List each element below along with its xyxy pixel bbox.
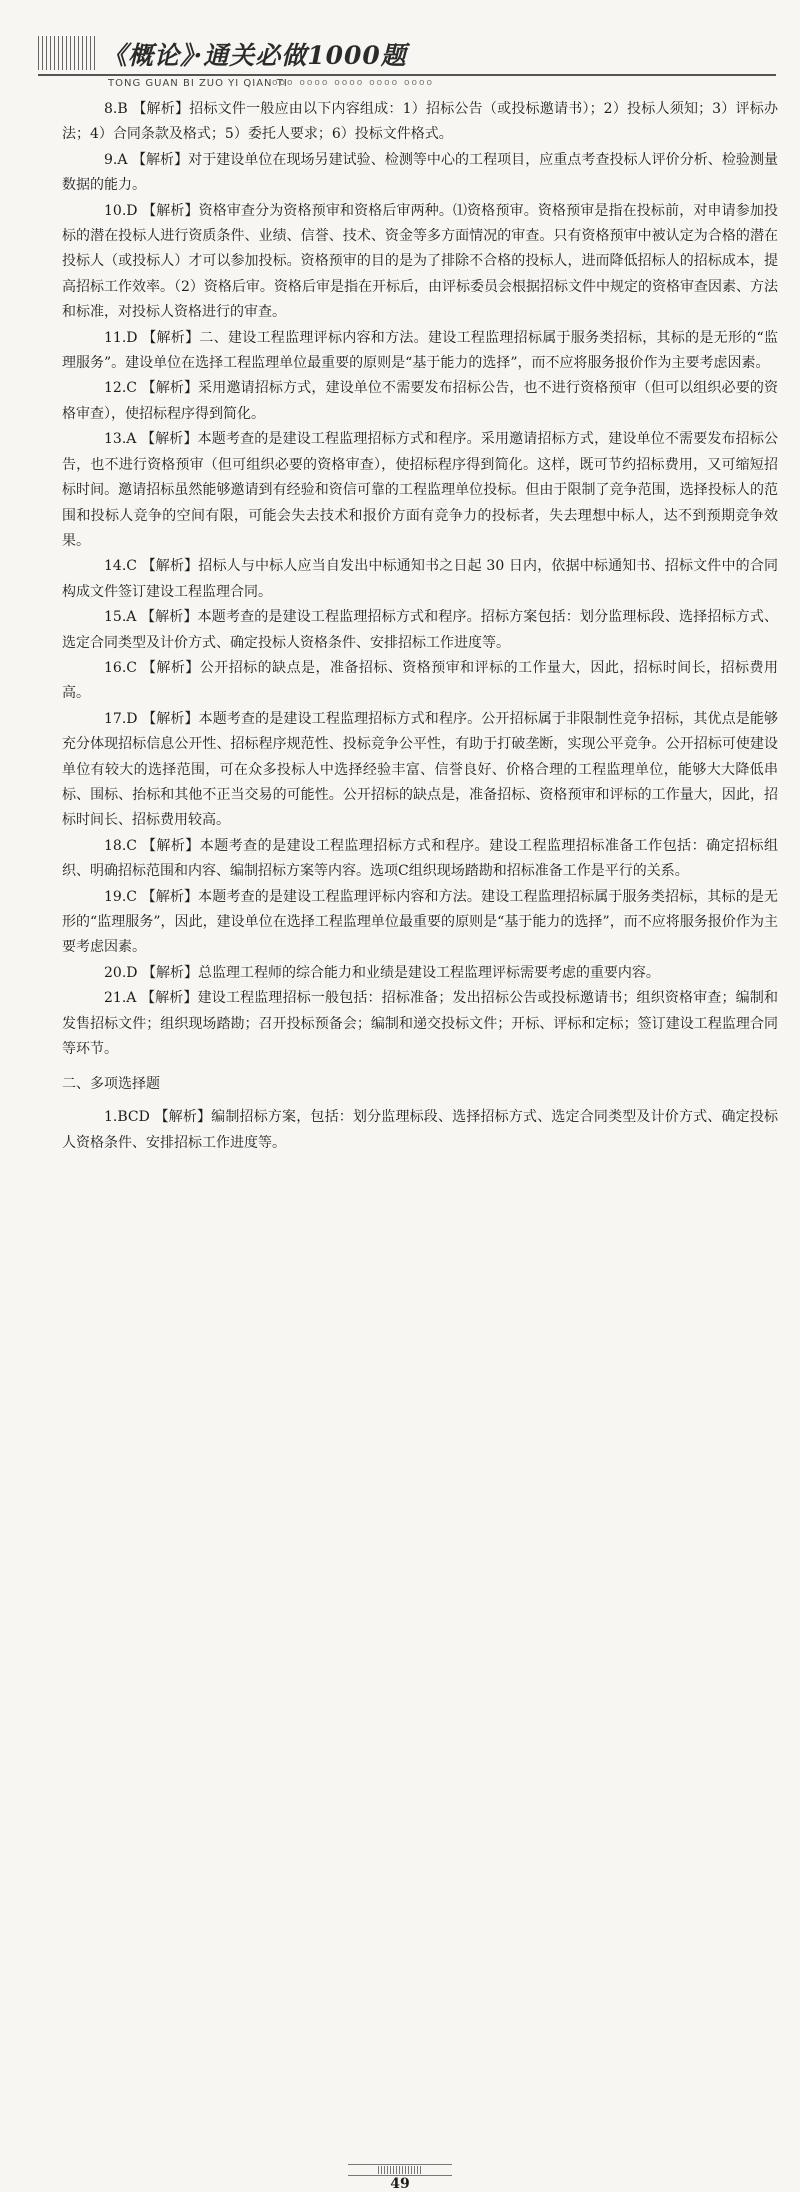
header-hatch-decoration (38, 36, 98, 70)
answer-8: 8.B 【解析】招标文件一般应由以下内容组成：1）招标公告（或投标邀请书）；2）投标人须知；3）评标办法；4）合同条款及格式；5）委托人要求；6）投标文件格式。 (62, 101, 778, 143)
answer-14: 14.C 【解析】招标人与中标人应当自发出中标通知书之日起 30 日内，依据中标通知书、招标文件中的合同构成文件签订建设工程监理合同。 (62, 558, 778, 600)
header-rule (38, 74, 776, 76)
answer-explanations (62, 97, 778, 1156)
page-header (0, 0, 800, 92)
answer-10: 10.D 【解析】资格审查分为资格预审和资格后审两种。⑴资格预审。资格预审是指在投标前，对申请参加投标的潜在投标人进行资质条件、业绩、信誉、技术、资金等多方面情况的审查。只有资格预审中被认定为合格的潜在投标人（或投标人）才可以参加投标。资格预审的目的是为了排除不合格的投标人，进而降低招标人的招标成本，提高招标工作效率。（2）资格后审。资格后审是指在开标后，由评标委员会根据招标文件中规定的资格审查因素、方法和标准，对投标人资格进行的审查。 (62, 202, 778, 321)
answer-12: 12.C 【解析】采用邀请招标方式，建设单位不需要发布招标公告，也不进行资格预审（但可以组织必要的资格审查），使招标程序得到简化。 (62, 380, 778, 422)
answer-16: 16.C 【解析】公开招标的缺点是，准备招标、资格预审和评标的工作量大，因此，招标时间长，招标费用高。 (62, 659, 778, 702)
header-dot-decoration: ooo oooo oooo oooo oooo (272, 78, 435, 88)
answer-18: 18.C 【解析】本题考查的是建设工程监理招标方式和程序。建设工程监理招标准备工作包括：确定招标组织、明确招标范围和内容、编制招标方案等内容。选项C组织现场踏勘和招标准备工作是平行的关系。 (62, 837, 778, 880)
multi-answer-1: 1.BCD 【解析】编制招标方案，包括：划分监理标段、选择招标方式、选定合同类型及计价方式、确定投标人资格条件、安排招标工作进度等。 (62, 1109, 778, 1151)
answer-20: 20.D 【解析】总监理工程师的综合能力和业绩是建设工程监理评标需要考虑的重要内容。 (104, 964, 660, 981)
answer-19: 19.C 【解析】本题考查的是建设工程监理评标内容和方法。建设工程监理招标属于服务类招标，其标的是无形的“监理服务”，因此，建设单位在选择工程监理单位最重要的原则是“基于能力的选择”，而不应将服务报价作为主要考虑因素。 (62, 888, 778, 956)
answer-13: 13.A 【解析】本题考查的是建设工程监理招标方式和程序。采用邀请招标方式，建设单位不需要发布招标公告，也不进行资格预审（但可组织必要的资格审查），使招标程序得到简化。这样，既可节约招标费用，又可缩短招标时间。邀请招标虽然能够邀请到有经验和资信可靠的工程监理单位投标。但由于限制了竞争范围，选择投标人的范围和投标人竞争的空间有限，可能会失去技术和报价方面有竞争力的投标者，失去理想中标人，达不到预期竞争效果。 (62, 431, 778, 549)
book-title: 《概论》·通关必做1000题 (102, 41, 407, 70)
answer-15: 15.A 【解析】本题考查的是建设工程监理招标方式和程序。招标方案包括：划分监理标段、选择招标方式、选定合同类型及计价方式、确定投标人资格条件、安排招标工作进度等。 (62, 609, 778, 651)
answer-21: 21.A 【解析】建设工程监理招标一般包括：招标准备；发出招标公告或投标邀请书；组织资格审查；编制和发售招标文件；组织现场踏勘；召开投标预备会；编制和递交投标文件；开标、评标和定标；签订建设工程监理合同等环节。 (62, 990, 778, 1058)
book-subtitle-pinyin: TONG GUAN BI ZUO YI QIAN TI (108, 78, 288, 89)
answer-9: 9.A 【解析】对于建设单位在现场另建试验、检测等中心的工程项目，应重点考查投标人评价分析、检验测量数据的能力。 (62, 151, 778, 194)
section-heading-multiple-choice: 二、多项选择题 (62, 1076, 160, 1093)
answer-11: 11.D 【解析】二、建设工程监理评标内容和方法。建设工程监理招标属于服务类招标，其标的是无形的“监理服务”。建设单位在选择工程监理单位最重要的原则是“基于能力的选择”，而不应将服务报价作为主要考虑因素。 (62, 329, 778, 372)
answer-17: 17.D 【解析】本题考查的是建设工程监理招标方式和程序。公开招标属于非限制性竞争招标，其优点是能够充分体现招标信息公开性、招标程序规范性、投标竞争公平性，有助于打破垄断，实现公平竞争。公开招标可使建设单位有较大的选择范围，可在众多投标人中选择经验丰富、信誉良好、价格合理的工程监理单位，能够大大降低串标、围标、抬标和其他不正当交易的可能性。公开招标的缺点是，准备招标、资格预审和评标的工作量大，因此，招标时间长、招标费用较高。 (62, 710, 778, 829)
footer-decoration (348, 2164, 452, 2176)
page-number: 49 (390, 2176, 410, 2192)
